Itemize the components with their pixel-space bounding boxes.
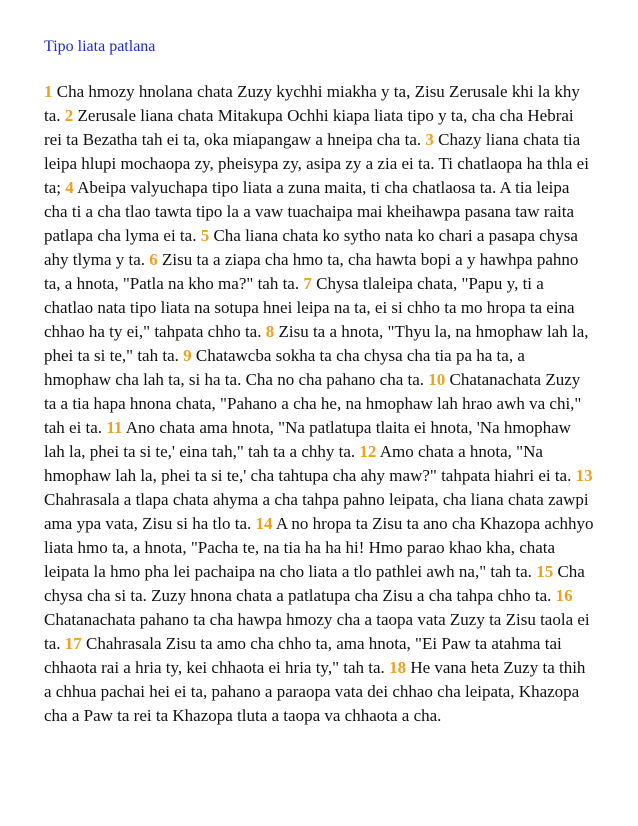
verse-text: Ano chata ama hnota, "Na patlatupa tlaita ei hnota, 'Na hmophaw lah la, phei ta si te,' eina tah," tah ta a chhy ta. — [44, 418, 571, 461]
verse-number: 13 — [575, 466, 593, 485]
verse-number: 16 — [555, 586, 573, 605]
verse-text: Chahrasala Zisu ta amo cha chho ta, ama hnota, "Ei Paw ta atahma tai chhaota rai a hria ty, kei chhaota ei hria ty," tah ta. — [44, 634, 562, 677]
verse-number: 3 — [425, 130, 434, 149]
verse-text: Chatawcba sokha ta cha chysa cha tia pa ha ta, a hmophaw cha lah ta, si ha ta. Cha no cha pahano cha ta. — [44, 346, 525, 389]
verse-number: 2 — [64, 106, 74, 125]
verse-number: 4 — [65, 178, 74, 197]
verse-text: A no hropa ta Zisu ta ano cha Khazopa achhyo liata hmo ta, a hnota, "Pacha te, na tia ha ha hi! Hmo parao khao kha, chata leipata la hmo pha lei pachaipa na cho liata a tlo pathlei awh na," tah ta. — [44, 514, 594, 581]
chapter-title: Tipo liata patlana — [44, 38, 156, 55]
verse-text: He vana heta Zuzy ta thih a chhua pachai hei ei ta, pahano a paraopa vata dei chhao cha leipata, Khazopa cha a Paw ta rei ta Khazopa tluta a taopa va chhaota a cha. — [44, 658, 586, 725]
verse-text: Abeipa valyuchapa tipo liata a zuna maita, ti cha chatlaosa ta. A tia leipa cha ti a cha tlao tawta tipo la a vaw tuachaipa mai kheihawpa pasana taw raita patlapa cha lyma ei ta. — [44, 178, 575, 245]
verse-text: Amo chata a hnota, "Na hmophaw lah la, phei ta si te,' cha tahtupa cha ahy maw?" tahpata hiahri ei ta. — [44, 442, 572, 485]
scripture-body — [44, 80, 594, 728]
verse-text: Zerusale liana chata Mitakupa Ochhi kiapa liata tipo y ta, cha cha Hebrai rei ta Bezatha tah ei ta, oka miapangaw a hneipa cha ta. — [44, 106, 574, 149]
verse-text: Chatanachata pahano ta cha hawpa hmozy cha a taopa vata Zuzy ta Zisu taola ei ta. — [44, 610, 590, 653]
verse-text: Cha liana chata ko sytho nata ko chari a pasapa chysa ahy tlyma y ta. — [44, 226, 578, 269]
verse-number: 1 — [44, 82, 53, 101]
verse-text: Zisu ta a hnota, "Thyu la, na hmophaw lah la, phei ta si te," tah ta. — [44, 322, 589, 365]
verse-number: 7 — [303, 274, 312, 293]
verse-number: 14 — [255, 514, 273, 533]
verse-text: Cha hmozy hnolana chata Zuzy kychhi miakha y ta, Zisu Zerusale khi la khy ta. — [44, 82, 580, 125]
verse-text: Chysa tlaleipa chata, "Papu y, ti a chatlao nata tipo liata na sotupa hnei leipa na ta, ei si chho ta mo hropa ta eina chhao ha ty ei," tahpata chho ta. — [44, 274, 575, 341]
verse-number: 17 — [64, 634, 82, 653]
verse-text: Cha chysa cha si ta. Zuzy hnona chata a patlatupa cha Zisu a cha tahpa chho ta. — [44, 562, 585, 605]
verse-number: 11 — [106, 418, 123, 437]
verse-number: 10 — [428, 370, 446, 389]
verse-text: Chahrasala a tlapa chata ahyma a cha tahpa pahno leipata, cha liana chata zawpi ama ypa vata, Zisu si ha tlo ta. — [44, 490, 589, 533]
verse-number: 18 — [389, 658, 407, 677]
verse-number: 5 — [200, 226, 210, 245]
verse-number: 9 — [183, 346, 192, 365]
verse-number: 8 — [265, 322, 275, 341]
verse-text: Zisu ta a ziapa cha hmo ta, cha hawta bopi a y hawhpa pahno ta, a hnota, "Patla na kho ma?" tah ta. — [44, 250, 579, 293]
verse-text: Chatanachata Zuzy ta a tia hapa hnona chata, "Pahano a cha he, na hmophaw lah hrao awh va chi," tah ei ta. — [44, 370, 582, 437]
verse-number: 15 — [536, 562, 554, 581]
verse-text: Chazy liana chata tia leipa hlupi mochaopa zy, pheisypa zy, asipa zy a zia ei ta. Ti chatlaopa ha thla ei ta; — [44, 130, 589, 197]
verse-number: 6 — [149, 250, 158, 269]
verse-number: 12 — [359, 442, 377, 461]
